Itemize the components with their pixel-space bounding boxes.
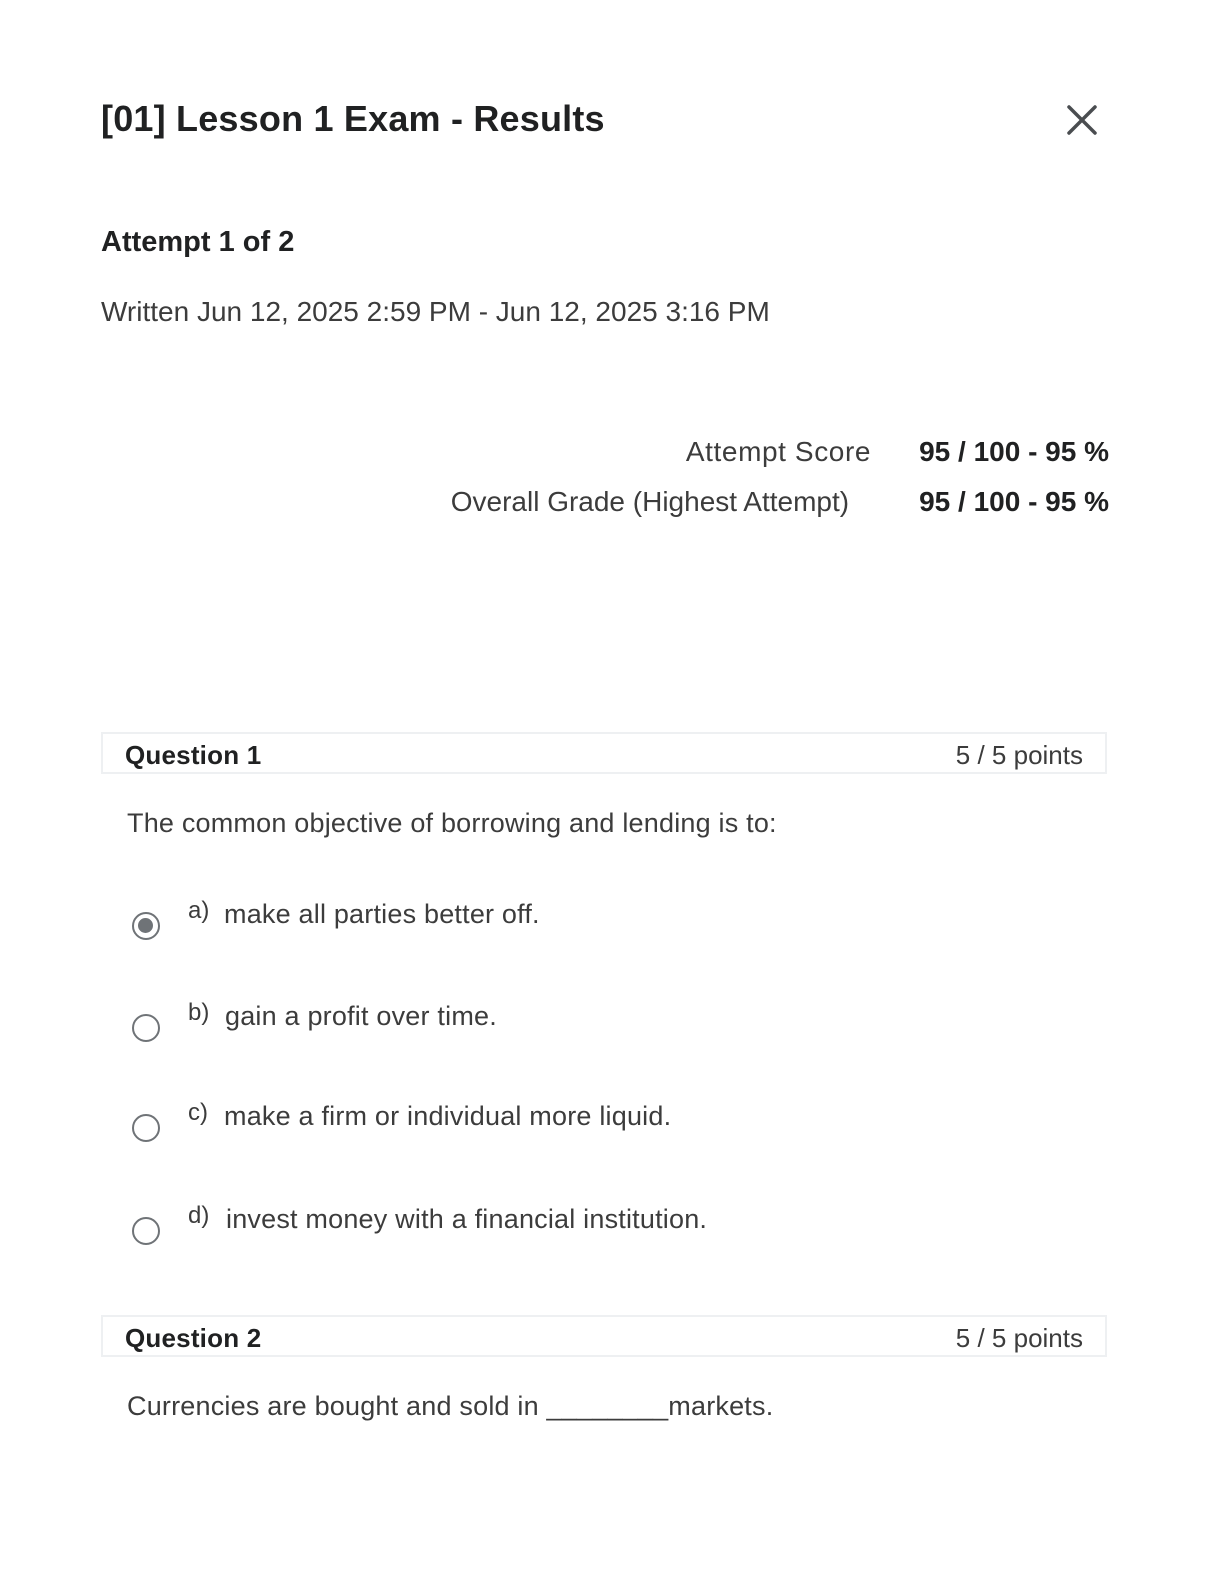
radio-button[interactable] — [132, 1014, 160, 1042]
attempt-score-value: 95 / 100 - 95 % — [919, 436, 1109, 467]
question-points: 5 / 5 points — [955, 740, 1083, 770]
question-text: Currencies are bought and sold in ________markets. — [127, 1391, 774, 1421]
close-button[interactable] — [1062, 100, 1102, 140]
question-header — [101, 1315, 1107, 1357]
question-header — [101, 732, 1107, 774]
option-text: make a firm or individual more liquid. — [224, 1101, 672, 1131]
option-letter: b) — [188, 999, 210, 1026]
option-text: make all parties better off. — [224, 899, 540, 929]
attempt-score-label: Attempt Score — [685, 436, 872, 467]
overall-grade-value: 95 / 100 - 95 % — [919, 486, 1109, 517]
option-text: invest money with a financial institution. — [226, 1204, 708, 1234]
overall-grade-row — [451, 486, 1109, 518]
radio-button-selected[interactable] — [132, 912, 160, 940]
option-letter: d) — [188, 1202, 210, 1229]
close-icon[interactable] — [1062, 100, 1102, 140]
option-letter: c) — [188, 1099, 208, 1126]
question-title: Question 2 — [125, 1323, 262, 1353]
question-text: The common objective of borrowing and lending is to: — [127, 808, 777, 838]
overall-grade-label: Overall Grade (Highest Attempt) — [450, 486, 850, 517]
option-text: gain a profit over time. — [225, 1001, 497, 1031]
question-title: Question 1 — [125, 740, 262, 770]
attempt-heading: Attempt 1 of 2 — [101, 226, 295, 258]
radio-button[interactable] — [132, 1217, 160, 1245]
option-letter: a) — [188, 897, 210, 924]
question-points: 5 / 5 points — [955, 1323, 1083, 1353]
written-timestamp: Written Jun 12, 2025 2:59 PM - Jun 12, 2025 3:16 PM — [101, 296, 770, 327]
radio-button[interactable] — [132, 1114, 160, 1142]
page-title: [01] Lesson 1 Exam - Results — [101, 98, 605, 139]
attempt-score-row — [686, 436, 1109, 468]
